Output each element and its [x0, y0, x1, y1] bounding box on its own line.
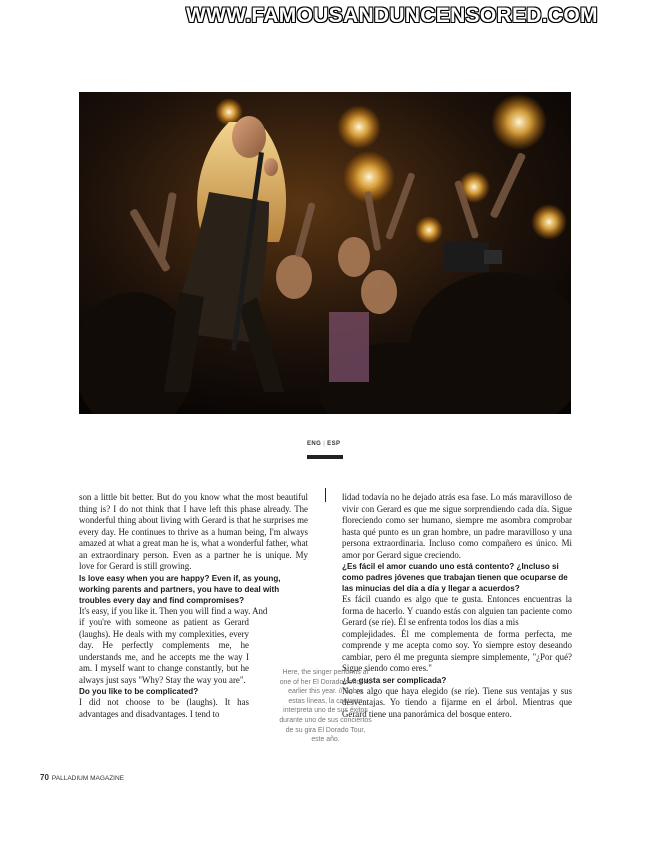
photo-caption: Here, the singer performs at one of her El Dorado concerts earlier this year. // Sobre estas líneas, la cantante interpreta uno de sus éxitos durante uno de sus conciertos de su gira El Dorado Tour, este año.: [279, 669, 372, 744]
article-paragraph: It's easy, if you like it. Then you will find a way. And: [79, 605, 268, 616]
concert-photo: [79, 92, 571, 414]
concert-photo-illustration: [79, 92, 571, 414]
article-question: Is love easy when you are happy? Even if, as young, working parents and partners, you have to deal with troubles every day and find compromises?: [79, 573, 281, 605]
article-question: ¿Le gusta ser complicada?: [342, 675, 447, 685]
magazine-name: PALLADIUM MAGAZINE: [51, 775, 125, 782]
lang-separator: |: [323, 441, 326, 447]
lang-esp: ESP: [327, 441, 341, 447]
article-question: ¿Es fácil el amor cuando uno está contento? ¿Incluso si como padres jóvenes que trabajan tienen que ocuparse de las minucias del día a día y llegar a acuerdos?: [342, 562, 568, 593]
language-bar: [307, 455, 343, 459]
article-paragraph: complejidades. Él me complementa de forma perfecta, me comprende y me acepta como soy. Yo siempre estoy deseando cambiar, pero él me pregunta siempre simplemente, "¿Por qué? Sigue siendo como eres.": [342, 628, 572, 673]
article-paragraph: I did not choose to be (laughs). It has advantages and disadvantages. I tend to: [79, 697, 249, 719]
article-column-english: [79, 492, 308, 720]
article-question: Do you like to be complicated?: [79, 687, 199, 696]
lang-eng: ENG: [307, 441, 322, 447]
article-paragraph: son a little bit better. But do you know what the most beautiful thing is? I do not think that I have left this phase already. The wonderful thing about living with Gerard is that he surprises me every day. He continues to thrive as a human being, I'm always amazed at what a great man he is, what a wonderful father, what an extraordinary person. Even as a partner he is unique. My love for Gerard is still growing.: [79, 492, 308, 571]
article-paragraph: Es fácil cuando es algo que te gusta. Entonces encuentras la forma de hacerlo. Y cuando estás con alguien tan paciente como Gerard (se ríe). Él se enfrenta todos los días a mis: [342, 594, 572, 627]
article-paragraph: lidad todavía no he dejado atrás esa fase. Lo más maravilloso de vivir con Gerard es que me sigue sorprendiendo cada día. Sigue floreciendo como ser humano, siempre me asombra comprobar hasta qué punto es un gran hombre, un padre maravilloso y una persona extraordinaria. Incluso como compañero es único. Mi amor por Gerard sigue creciendo.: [342, 492, 572, 560]
article-paragraph: No es algo que haya elegido (se ríe). Tiene sus ventajas y sus desventajas. Yo tiendo a fijarme en el árbol. Mientras que Gerard tiene una panorámica del bosque entero.: [342, 685, 572, 719]
watermark: WWW.FAMOUSANDUNCENSORED.COM: [186, 4, 598, 27]
article-paragraph: if you're with someone as patient as Gerard (laughs). He deals with my complexities, every day. He perfectly complements me, he understands me, and he accepts me the way I am. I myself want to change constantly, but he always just says "Why? Stay the way you are".: [79, 617, 249, 685]
page-number: 70: [40, 773, 49, 782]
article-column-spanish: [342, 492, 572, 720]
column-divider: [325, 488, 326, 502]
language-toggle: [307, 441, 340, 447]
page-footer: [40, 773, 124, 782]
